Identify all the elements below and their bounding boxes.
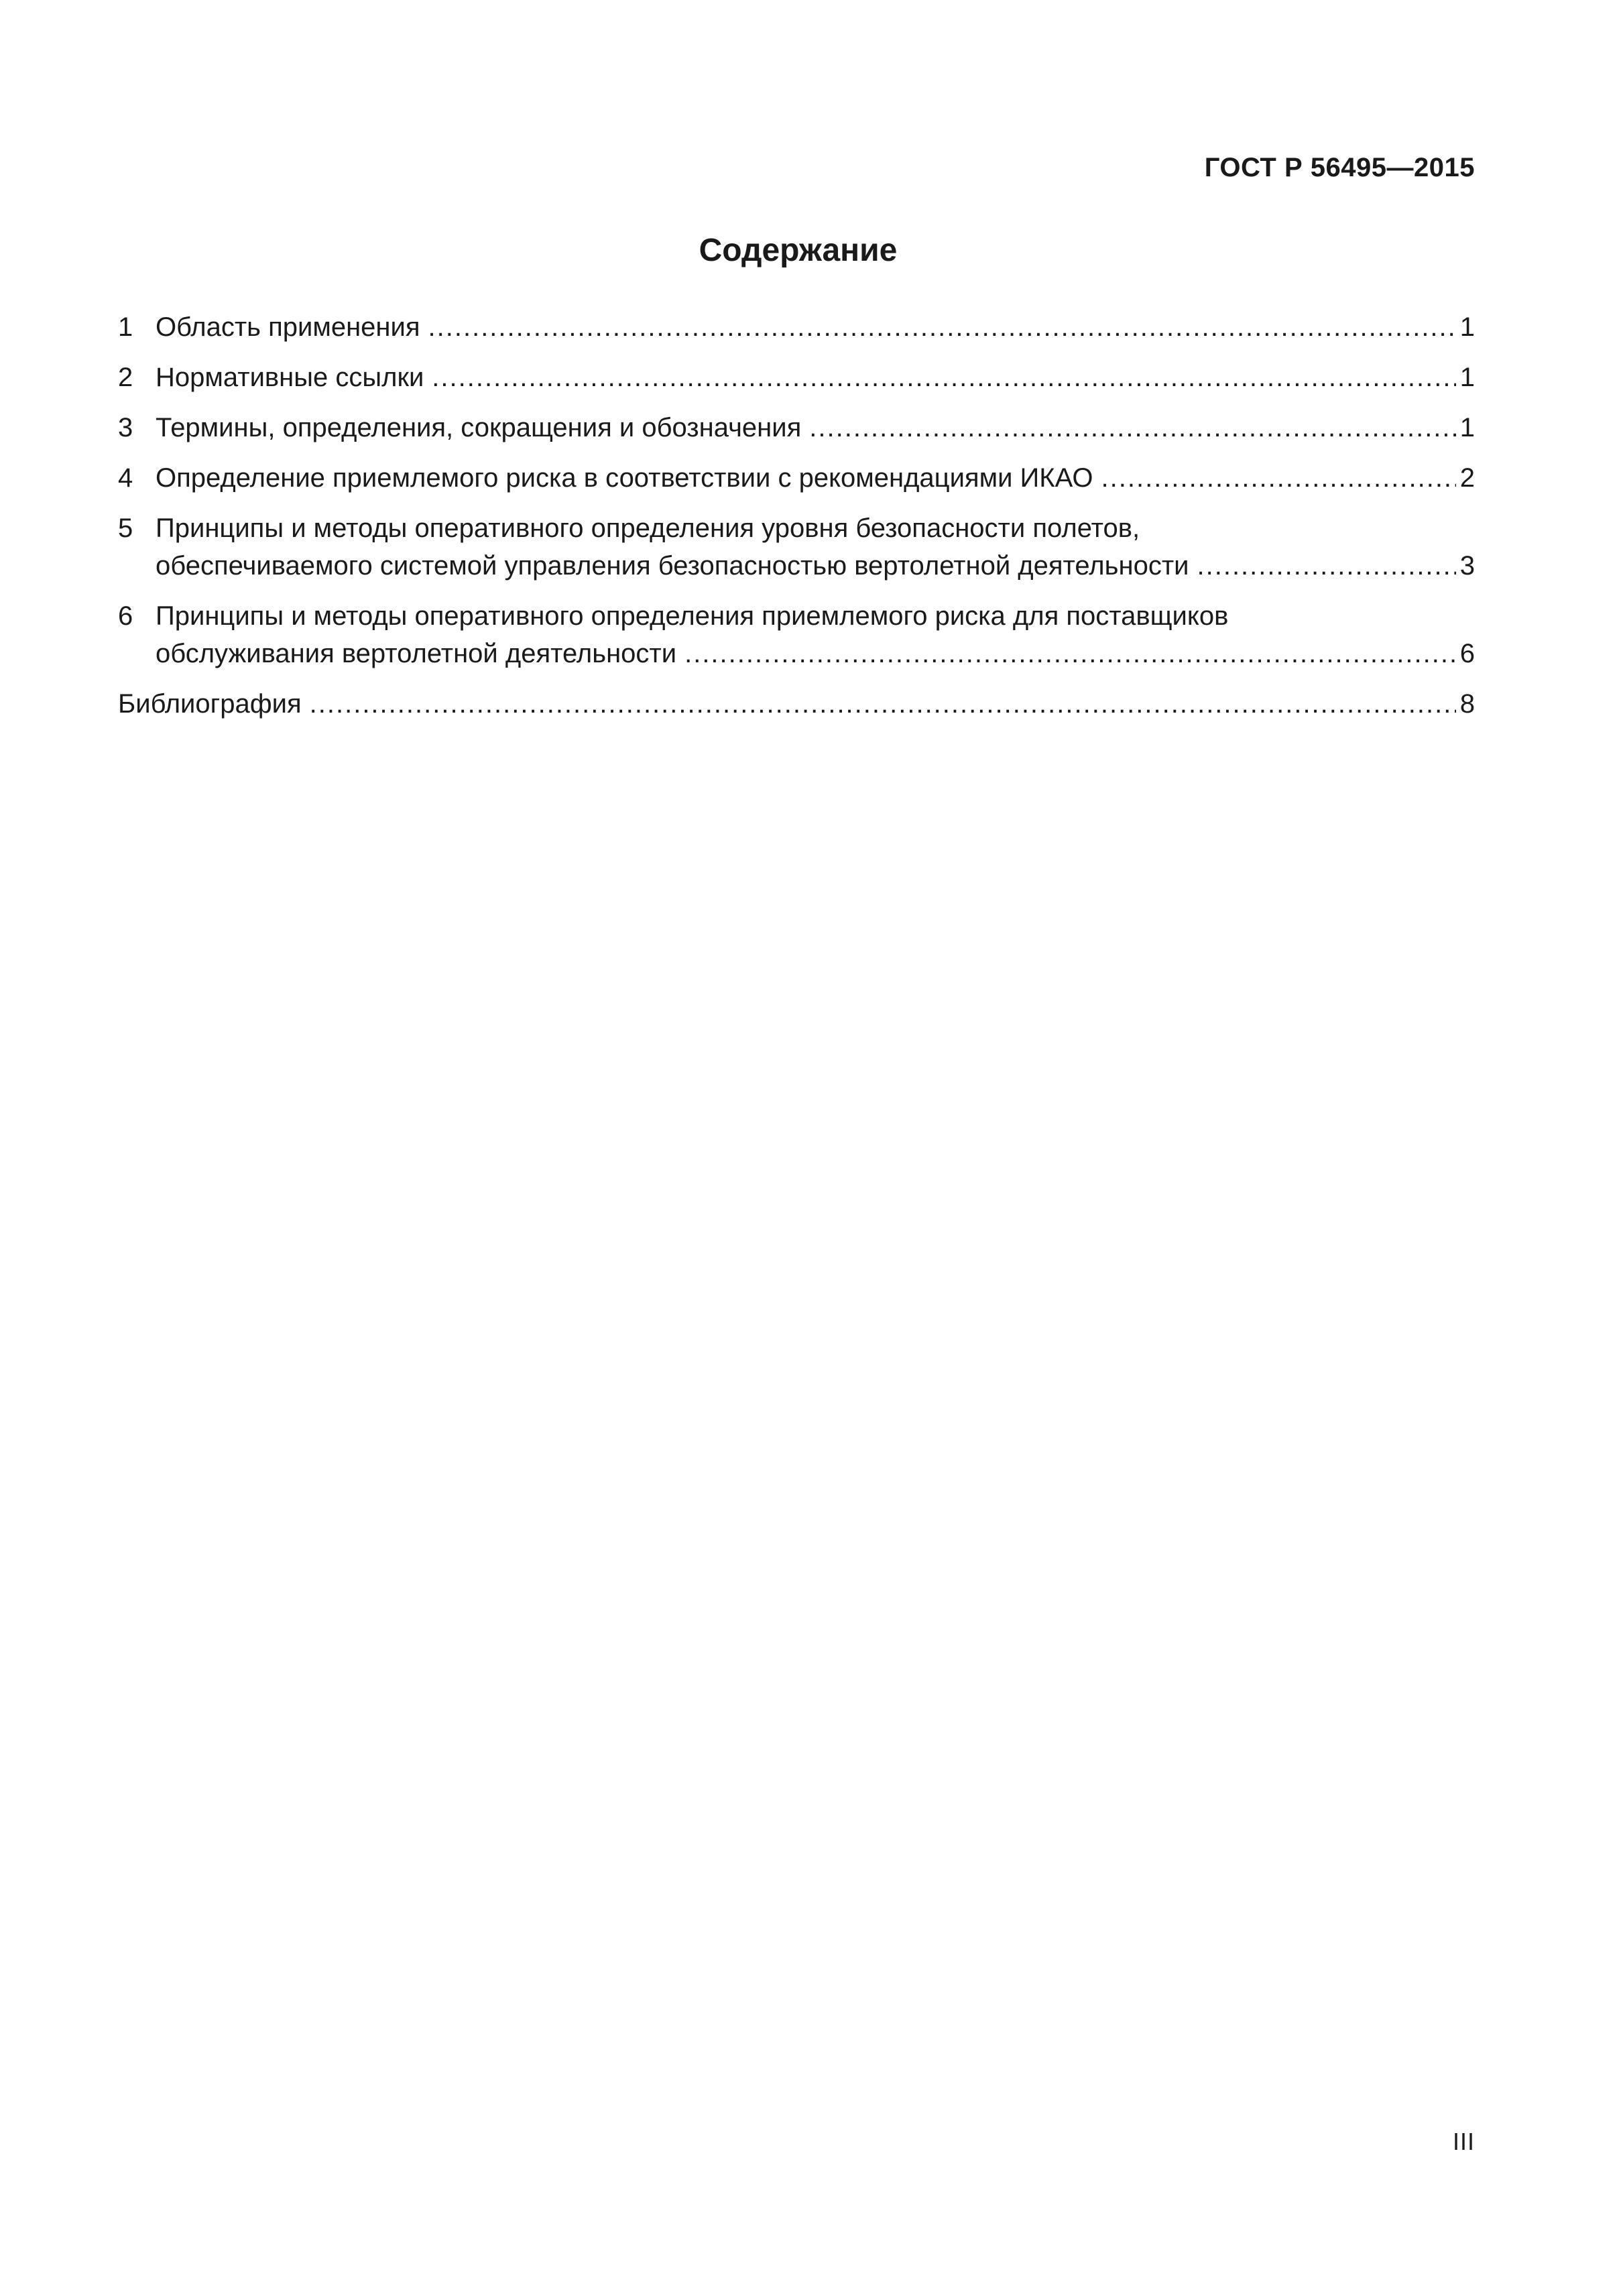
page-number: III	[1452, 2128, 1475, 2155]
toc-entry-number: 3	[118, 413, 133, 442]
toc-entry-number: 2	[118, 363, 133, 392]
toc-entry-title: Термины, определения, сокращения и обозначения	[156, 413, 802, 442]
toc-entry-number: 4	[118, 463, 133, 493]
toc-entry-number: 6	[118, 601, 133, 631]
dot-leader	[428, 308, 1456, 346]
toc-entry-page: 2	[1459, 463, 1475, 493]
toc-entry-5[interactable]	[118, 509, 1475, 585]
toc-entry-page: 8	[1459, 689, 1475, 719]
dot-leader	[310, 685, 1456, 723]
toc-entry-page: 1	[1459, 363, 1475, 392]
toc-entry-number: 1	[118, 312, 133, 342]
toc-entry-4[interactable]	[118, 459, 1475, 497]
toc-entry-number: 5	[118, 513, 133, 543]
toc-entry-title-line: обеспечиваемого системой управления безопасностью вертолетной деятельности	[156, 551, 1189, 581]
toc-entry-title: Библиография	[118, 689, 302, 719]
toc-entry-page: 1	[1459, 413, 1475, 442]
toc-entry-title-line: обслуживания вертолетной деятельности	[156, 639, 677, 668]
toc-entry-title: Область применения	[156, 312, 420, 342]
toc-entry-page: 3	[1459, 551, 1475, 581]
toc-entry-title-line: Принципы и методы оперативного определения приемлемого риска для поставщиков	[156, 601, 1229, 631]
dot-leader	[1101, 459, 1456, 497]
toc-title: Содержание	[699, 233, 898, 268]
document-code: ГОСТ Р 56495—2015	[1204, 153, 1475, 182]
toc-entry-title: Нормативные ссылки	[156, 363, 424, 392]
toc-entry-6[interactable]	[118, 597, 1475, 672]
toc-entry-3[interactable]	[118, 409, 1475, 446]
dot-leader	[809, 409, 1455, 446]
toc-entry-page: 1	[1459, 312, 1475, 342]
toc-entry-title-line: Принципы и методы оперативного определения уровня безопасности полетов,	[156, 513, 1140, 543]
toc-entry-bibliography[interactable]	[118, 685, 1475, 723]
table-of-contents	[118, 308, 1475, 735]
toc-entry-page: 6	[1459, 639, 1475, 668]
dot-leader	[1197, 547, 1455, 585]
toc-entry-2[interactable]	[118, 359, 1475, 396]
toc-entry-1[interactable]	[118, 308, 1475, 346]
dot-leader	[432, 359, 1455, 396]
toc-entry-title: Определение приемлемого риска в соответствии с рекомендациями ИКАО	[156, 463, 1093, 493]
dot-leader	[684, 635, 1456, 672]
